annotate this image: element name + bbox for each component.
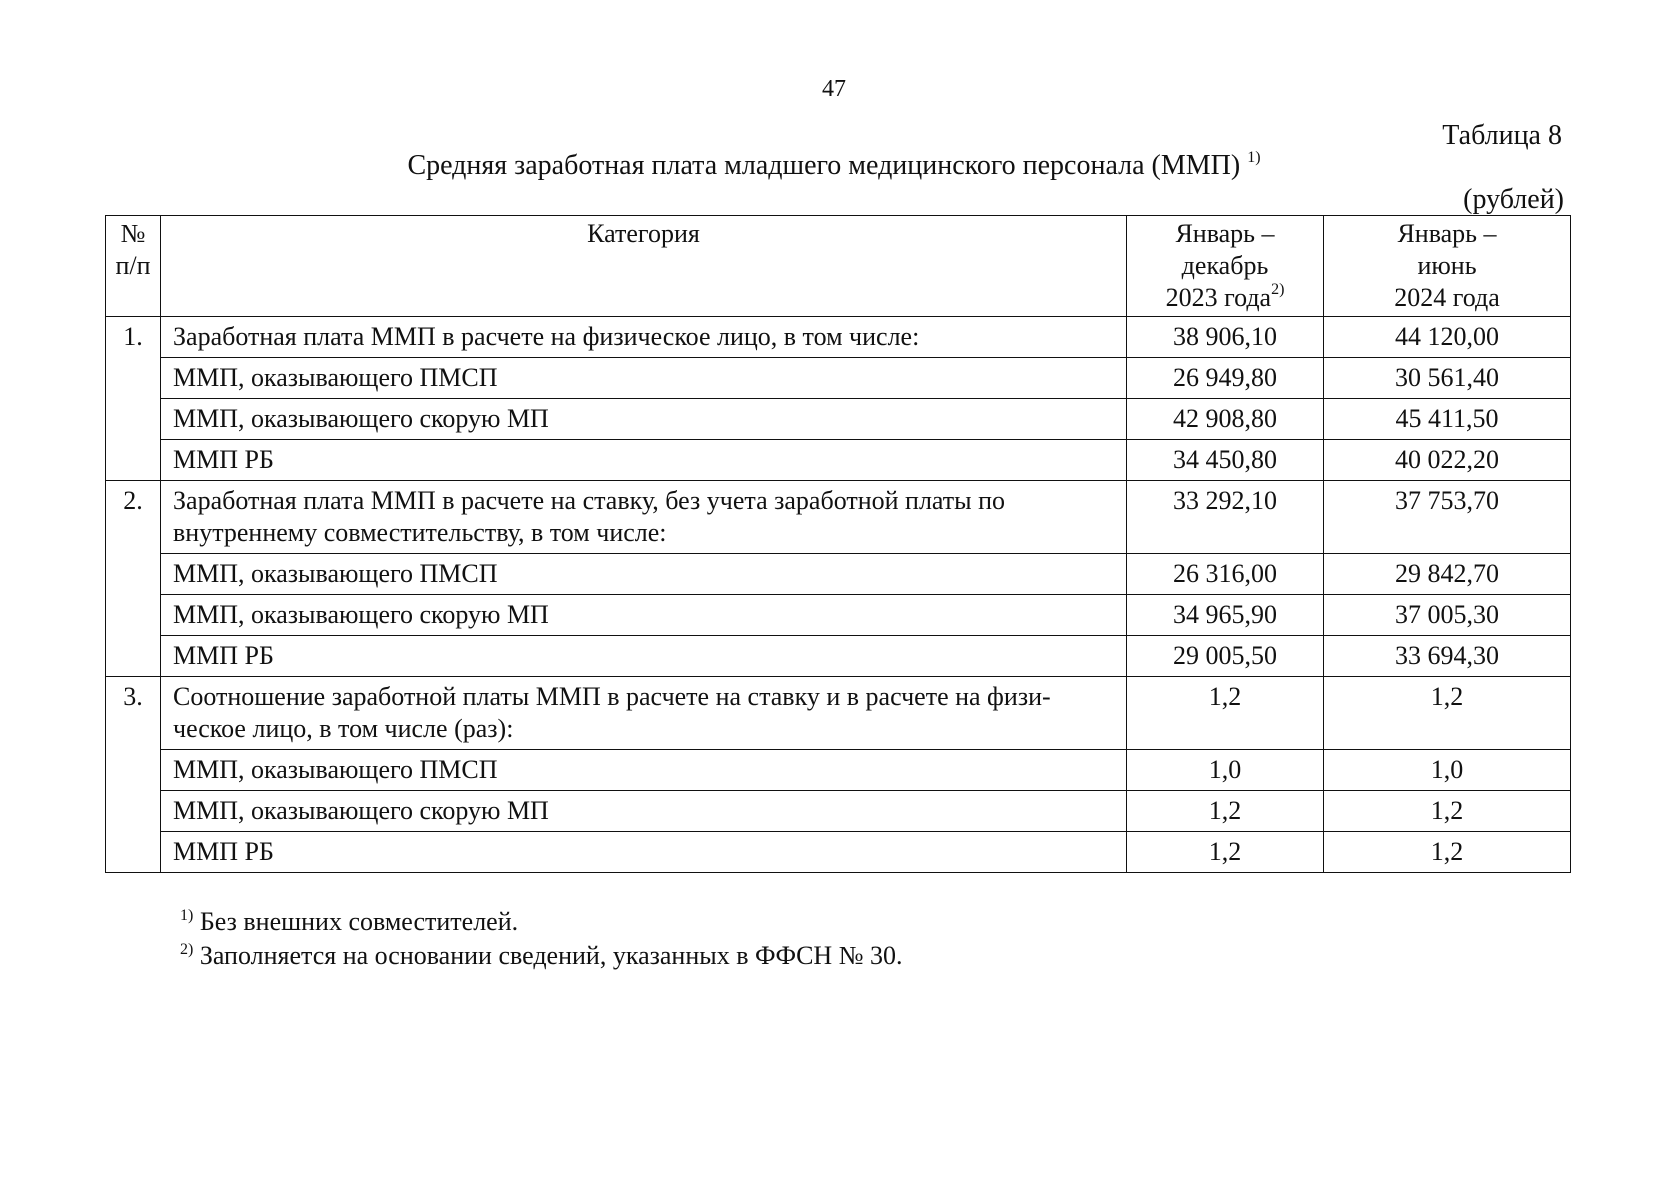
table-label: Таблица 8 bbox=[1442, 120, 1562, 151]
footnote-2 bbox=[180, 939, 903, 973]
row-value-2023: 26 316,00 bbox=[1127, 554, 1324, 595]
table-row bbox=[106, 791, 1571, 832]
footnote-1 bbox=[180, 905, 903, 939]
header-2023-footnote-mark: 2) bbox=[1271, 281, 1285, 298]
row-category: Соотношение заработной платы ММП в расчете на ставку и в расчете на физи-ческое лицо, в том числе (раз): bbox=[161, 677, 1127, 750]
page-number: 47 bbox=[822, 76, 846, 102]
header-period-2023 bbox=[1127, 216, 1324, 317]
footnotes bbox=[180, 905, 903, 973]
row-index: 2. bbox=[106, 481, 161, 677]
table-row bbox=[106, 399, 1571, 440]
title-footnote-mark: 1) bbox=[1247, 149, 1261, 166]
table-row bbox=[106, 317, 1571, 358]
table-row bbox=[106, 358, 1571, 399]
header-index-line1: № bbox=[120, 219, 146, 248]
footnote-1-text: Без внешних совместителей. bbox=[193, 907, 519, 936]
table-row bbox=[106, 750, 1571, 791]
row-value-2023: 42 908,80 bbox=[1127, 399, 1324, 440]
row-value-2024: 1,2 bbox=[1324, 791, 1571, 832]
row-value-2023: 26 949,80 bbox=[1127, 358, 1324, 399]
footnote-1-mark: 1) bbox=[180, 907, 194, 924]
row-category: ММП РБ bbox=[161, 440, 1127, 481]
row-value-2023: 1,2 bbox=[1127, 791, 1324, 832]
row-category: ММП, оказывающего ПМСП bbox=[161, 358, 1127, 399]
table-row bbox=[106, 595, 1571, 636]
row-index: 1. bbox=[106, 317, 161, 481]
row-value-2023: 33 292,10 bbox=[1127, 481, 1324, 554]
header-row bbox=[106, 216, 1571, 317]
header-index-line2: п/п bbox=[115, 251, 151, 280]
row-value-2024: 37 005,30 bbox=[1324, 595, 1571, 636]
row-value-2024: 33 694,30 bbox=[1324, 636, 1571, 677]
header-period-2024 bbox=[1324, 216, 1571, 317]
table-row bbox=[106, 832, 1571, 873]
table-title bbox=[0, 150, 1668, 182]
units-label: (рублей) bbox=[1463, 184, 1564, 215]
row-value-2023: 38 906,10 bbox=[1127, 317, 1324, 358]
header-2024-line1: Январь – bbox=[1397, 219, 1497, 248]
row-value-2024: 29 842,70 bbox=[1324, 554, 1571, 595]
header-2023-line3: 2023 года bbox=[1165, 283, 1272, 312]
row-value-2023: 34 450,80 bbox=[1127, 440, 1324, 481]
row-value-2024: 45 411,50 bbox=[1324, 399, 1571, 440]
row-category: Заработная плата ММП в расчете на ставку, без учета заработной платы по внутреннему совместительству, в том числе: bbox=[161, 481, 1127, 554]
row-value-2024: 37 753,70 bbox=[1324, 481, 1571, 554]
table-title-text: Средняя заработная плата младшего медицинского персонала (ММП) bbox=[407, 150, 1241, 181]
table-row bbox=[106, 636, 1571, 677]
row-value-2023: 34 965,90 bbox=[1127, 595, 1324, 636]
row-value-2023: 1,0 bbox=[1127, 750, 1324, 791]
footnote-2-mark: 2) bbox=[180, 941, 194, 958]
row-value-2024: 44 120,00 bbox=[1324, 317, 1571, 358]
row-category: ММП, оказывающего скорую МП bbox=[161, 791, 1127, 832]
header-2023-line3-wrap bbox=[1135, 282, 1315, 314]
header-2023-line2: декабрь bbox=[1181, 251, 1269, 280]
row-value-2023: 29 005,50 bbox=[1127, 636, 1324, 677]
row-value-2023: 1,2 bbox=[1127, 677, 1324, 750]
row-category: Заработная плата ММП в расчете на физическое лицо, в том числе: bbox=[161, 317, 1127, 358]
header-index bbox=[106, 216, 161, 317]
salary-table bbox=[105, 215, 1571, 873]
table-row bbox=[106, 677, 1571, 750]
row-value-2023: 1,2 bbox=[1127, 832, 1324, 873]
header-2023-line1: Январь – bbox=[1175, 219, 1275, 248]
row-value-2024: 40 022,20 bbox=[1324, 440, 1571, 481]
row-category: ММП РБ bbox=[161, 636, 1127, 677]
row-category: ММП, оказывающего ПМСП bbox=[161, 750, 1127, 791]
row-value-2024: 30 561,40 bbox=[1324, 358, 1571, 399]
table-row bbox=[106, 554, 1571, 595]
row-category: ММП РБ bbox=[161, 832, 1127, 873]
row-index: 3. bbox=[106, 677, 161, 873]
table-row bbox=[106, 481, 1571, 554]
row-category: ММП, оказывающего ПМСП bbox=[161, 554, 1127, 595]
header-2024-line3: 2024 года bbox=[1394, 283, 1500, 312]
row-value-2024: 1,2 bbox=[1324, 832, 1571, 873]
row-value-2024: 1,2 bbox=[1324, 677, 1571, 750]
row-value-2024: 1,0 bbox=[1324, 750, 1571, 791]
header-category: Категория bbox=[161, 216, 1127, 317]
row-category: ММП, оказывающего скорую МП bbox=[161, 595, 1127, 636]
header-2024-line2: июнь bbox=[1417, 251, 1477, 280]
row-category: ММП, оказывающего скорую МП bbox=[161, 399, 1127, 440]
table-row bbox=[106, 440, 1571, 481]
footnote-2-text: Заполняется на основании сведений, указанных в ФФСН № 30. bbox=[193, 941, 903, 970]
